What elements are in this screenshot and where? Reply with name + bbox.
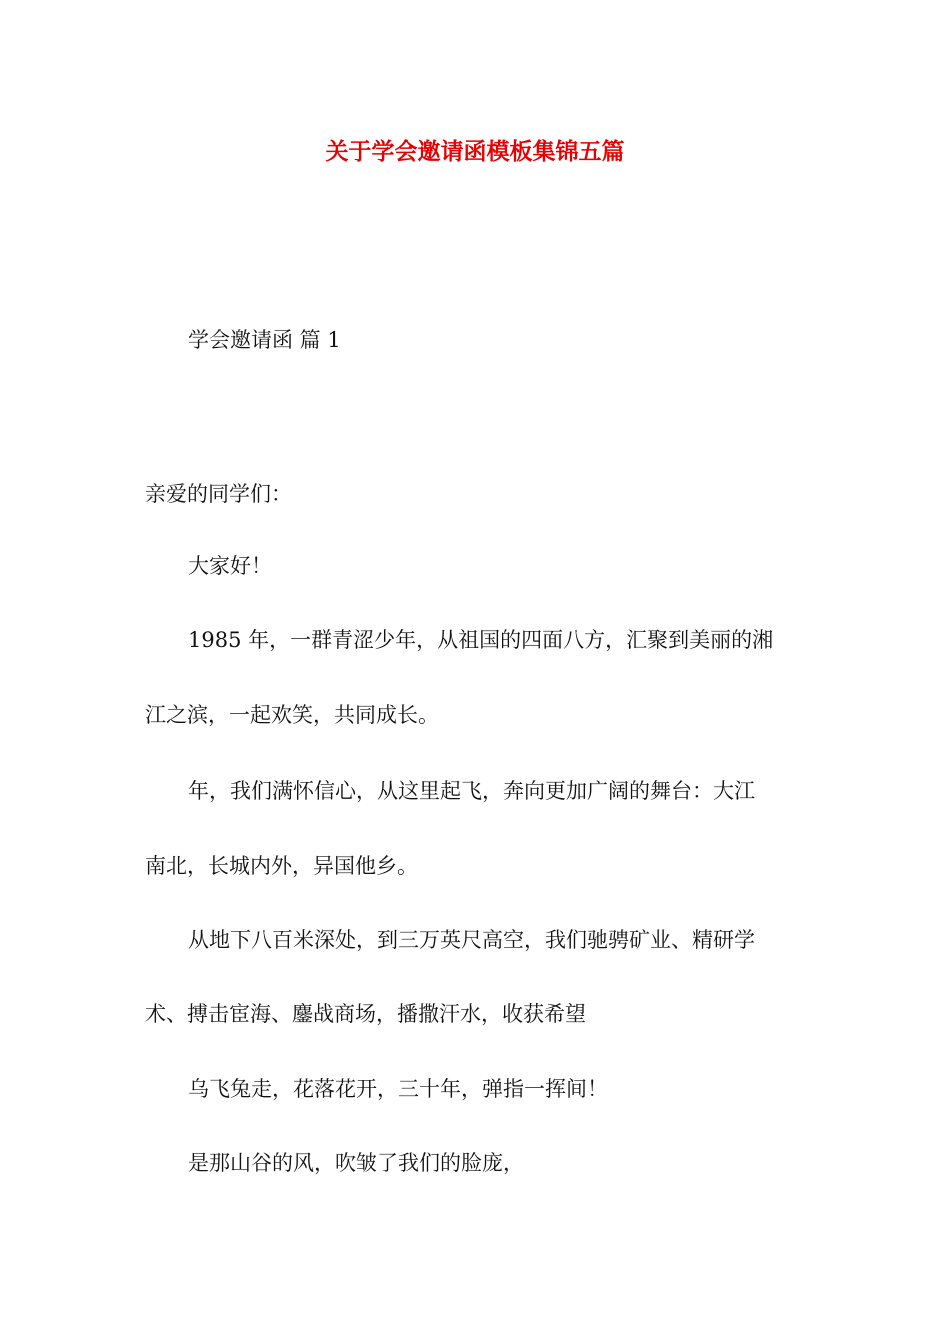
paragraph-line: 是那山谷的风，吹皱了我们的脸庞，	[188, 1151, 524, 1175]
section-heading: 学会邀请函 篇 1	[188, 328, 341, 352]
paragraph-line: 江之滨，一起欢笑，共同成长。	[145, 703, 439, 727]
paragraph-line: 从地下八百米深处，到三万英尺高空，我们驰骋矿业、精研学	[188, 928, 755, 952]
paragraph-line: 术、搏击宦海、鏖战商场，播撒汗水，收获希望	[145, 1002, 586, 1026]
salutation: 亲爱的同学们：	[145, 482, 292, 506]
greeting: 大家好！	[188, 554, 272, 578]
paragraph-line: 年，我们满怀信心，从这里起飞，奔向更加广阔的舞台：大江	[188, 779, 755, 803]
paragraph-line: 乌飞兔走，花落花开，三十年，弹指一挥间！	[188, 1077, 608, 1101]
paragraph-line: 南北，长城内外，异国他乡。	[145, 854, 418, 878]
paragraph-line: 1985 年，一群青涩少年，从祖国的四面八方，汇聚到美丽的湘	[188, 628, 774, 652]
document-title: 关于学会邀请函模板集锦五篇	[325, 139, 625, 165]
